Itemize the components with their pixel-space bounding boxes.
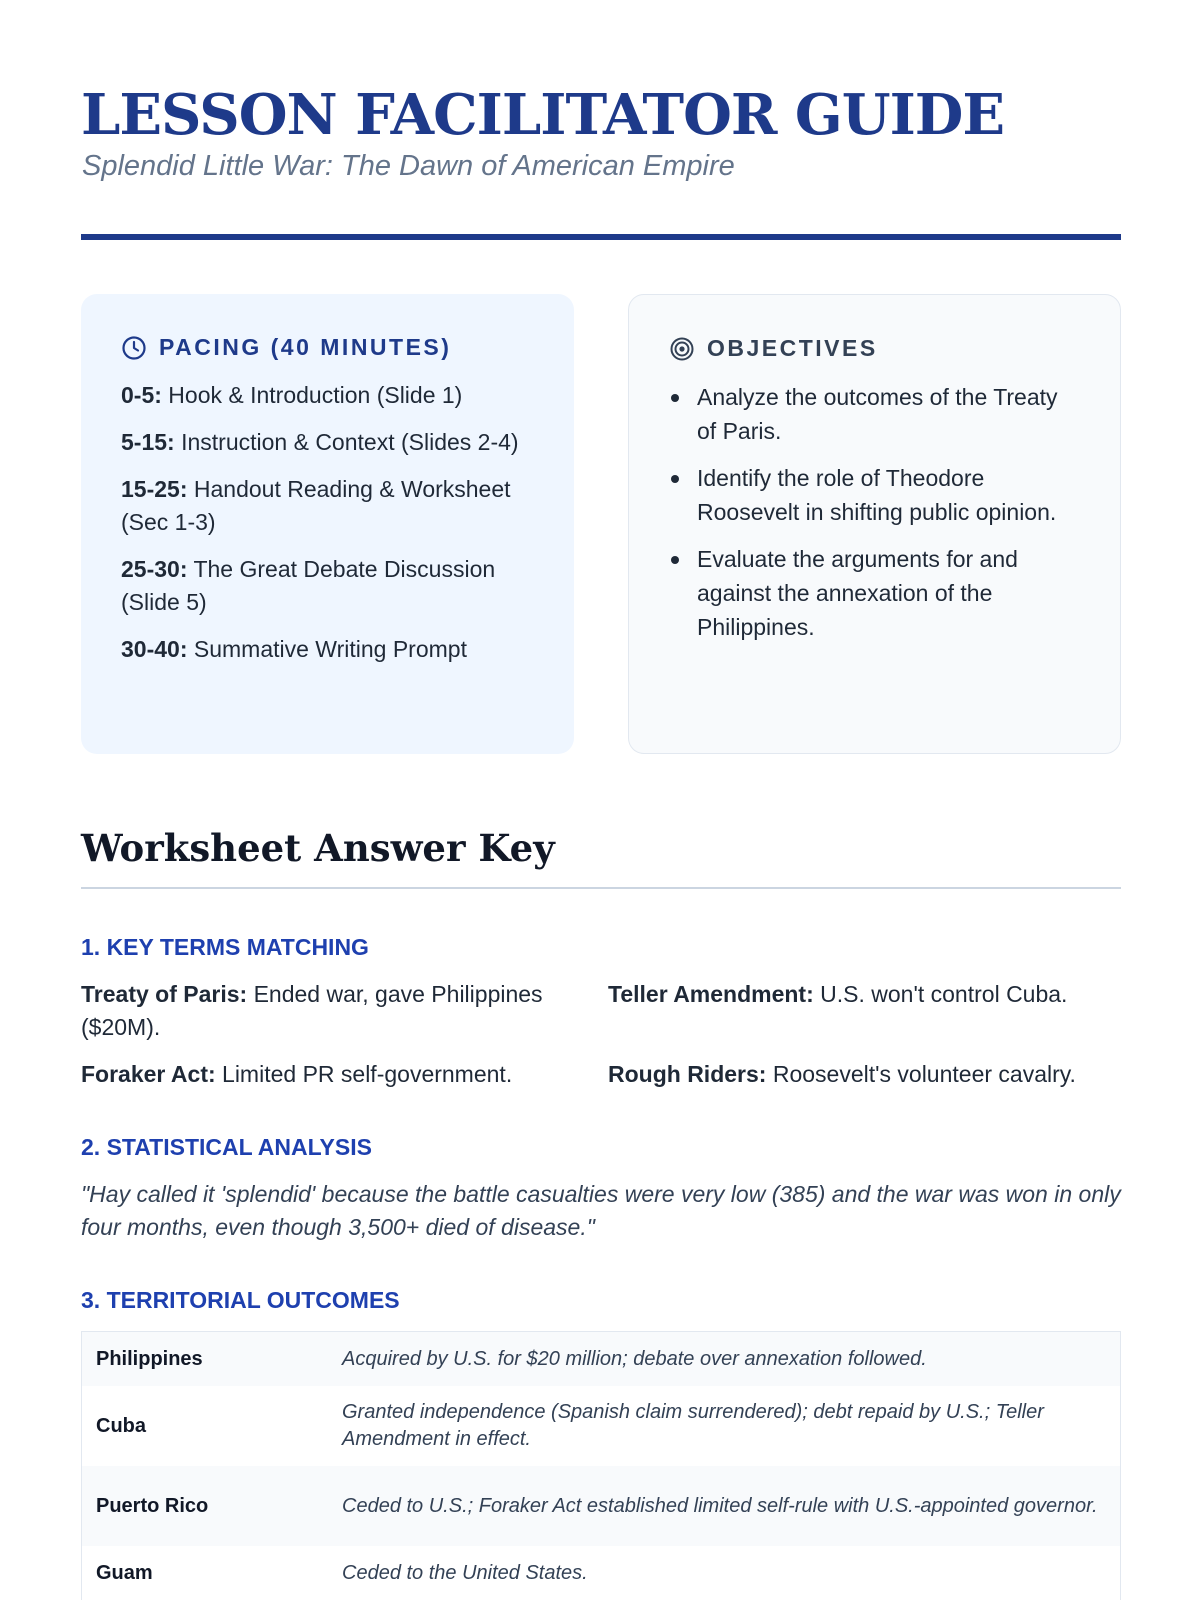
clock-icon bbox=[121, 335, 147, 361]
territory-outcome: Ceded to the United States. bbox=[342, 1561, 588, 1584]
objective-item: Identify the role of Theodore Roosevelt in shifting public opinion. bbox=[669, 461, 1080, 529]
pacing-time: 15-25: bbox=[121, 476, 188, 502]
territory-name: Guam bbox=[96, 1561, 153, 1584]
table-row bbox=[82, 1332, 1120, 1386]
territorial-outcomes-heading: 3. TERRITORIAL OUTCOMES bbox=[81, 1287, 400, 1313]
territory-name: Cuba bbox=[96, 1414, 146, 1437]
page-subtitle: Splendid Little War: The Dawn of American Empire bbox=[82, 150, 735, 182]
pacing-item bbox=[121, 473, 534, 539]
term-name: Foraker Act: bbox=[81, 1061, 216, 1087]
pacing-card bbox=[81, 294, 574, 754]
pacing-time: 30-40: bbox=[121, 636, 188, 662]
table-row bbox=[82, 1546, 1120, 1600]
term-name: Teller Amendment: bbox=[608, 981, 814, 1007]
territorial-outcomes-table bbox=[81, 1331, 1121, 1600]
territory-outcome: Acquired by U.S. for $20 million; debate over annexation followed. bbox=[342, 1347, 927, 1370]
objectives-list bbox=[669, 380, 1080, 644]
territory-name: Philippines bbox=[96, 1347, 203, 1370]
territory-outcome: Granted independence (Spanish claim surrendered); debt repaid by U.S.; Teller Amendment in effect. bbox=[342, 1401, 1044, 1450]
title-divider bbox=[81, 234, 1121, 240]
pacing-activity: Hook & Introduction (Slide 1) bbox=[161, 382, 463, 408]
key-terms-grid bbox=[81, 978, 1121, 1091]
statistical-analysis-heading: 2. STATISTICAL ANALYSIS bbox=[81, 1134, 372, 1160]
term-definition: U.S. won't control Cuba. bbox=[813, 981, 1068, 1007]
pacing-activity: The Great Debate Discussion (Slide 5) bbox=[121, 556, 496, 615]
pacing-activity: Instruction & Context (Slides 2-4) bbox=[174, 429, 519, 455]
key-terms-heading: 1. KEY TERMS MATCHING bbox=[81, 934, 369, 960]
territory-name: Puerto Rico bbox=[96, 1494, 209, 1517]
objectives-heading bbox=[669, 335, 1080, 362]
term-name: Treaty of Paris: bbox=[81, 981, 248, 1007]
pacing-activity: Summative Writing Prompt bbox=[187, 636, 467, 662]
objectives-card bbox=[628, 294, 1121, 754]
table-row bbox=[82, 1386, 1120, 1466]
answer-key-title: Worksheet Answer Key bbox=[81, 826, 555, 870]
pacing-time: 0-5: bbox=[121, 382, 162, 408]
pacing-time: 25-30: bbox=[121, 556, 188, 582]
objective-item: Evaluate the arguments for and against the annexation of the Philippines. bbox=[669, 542, 1080, 644]
target-icon bbox=[669, 336, 695, 362]
statistical-analysis-quote: "Hay called it 'splendid' because the battle casualties were very low (385) and the war was won in only four months, even though 3,500+ died of disease." bbox=[81, 1181, 1121, 1240]
pacing-time: 5-15: bbox=[121, 429, 175, 455]
key-term bbox=[608, 1058, 1121, 1091]
territory-outcome: Ceded to U.S.; Foraker Act established limited self-rule with U.S.-appointed governor. bbox=[342, 1494, 1098, 1517]
table-row bbox=[82, 1466, 1120, 1546]
pacing-item bbox=[121, 633, 534, 666]
pacing-item bbox=[121, 379, 534, 412]
pacing-heading bbox=[121, 334, 534, 361]
page-title: LESSON FACILITATOR GUIDE bbox=[81, 82, 1005, 148]
pacing-heading-text: PACING (40 MINUTES) bbox=[159, 334, 452, 360]
key-term bbox=[608, 978, 1121, 1044]
pacing-activity: Handout Reading & Worksheet (Sec 1-3) bbox=[121, 476, 511, 535]
objectives-heading-text: OBJECTIVES bbox=[707, 335, 878, 361]
pacing-item bbox=[121, 426, 534, 459]
term-name: Rough Riders: bbox=[608, 1061, 767, 1087]
key-term bbox=[81, 978, 608, 1044]
answer-key-divider bbox=[81, 887, 1121, 889]
term-definition: Ended war, gave Philippines ($20M). bbox=[81, 981, 543, 1040]
term-definition: Limited PR self-government. bbox=[215, 1061, 513, 1087]
objective-item: Analyze the outcomes of the Treaty of Paris. bbox=[669, 380, 1080, 448]
pacing-item bbox=[121, 553, 534, 619]
key-term bbox=[81, 1058, 608, 1091]
term-definition: Roosevelt's volunteer cavalry. bbox=[766, 1061, 1076, 1087]
